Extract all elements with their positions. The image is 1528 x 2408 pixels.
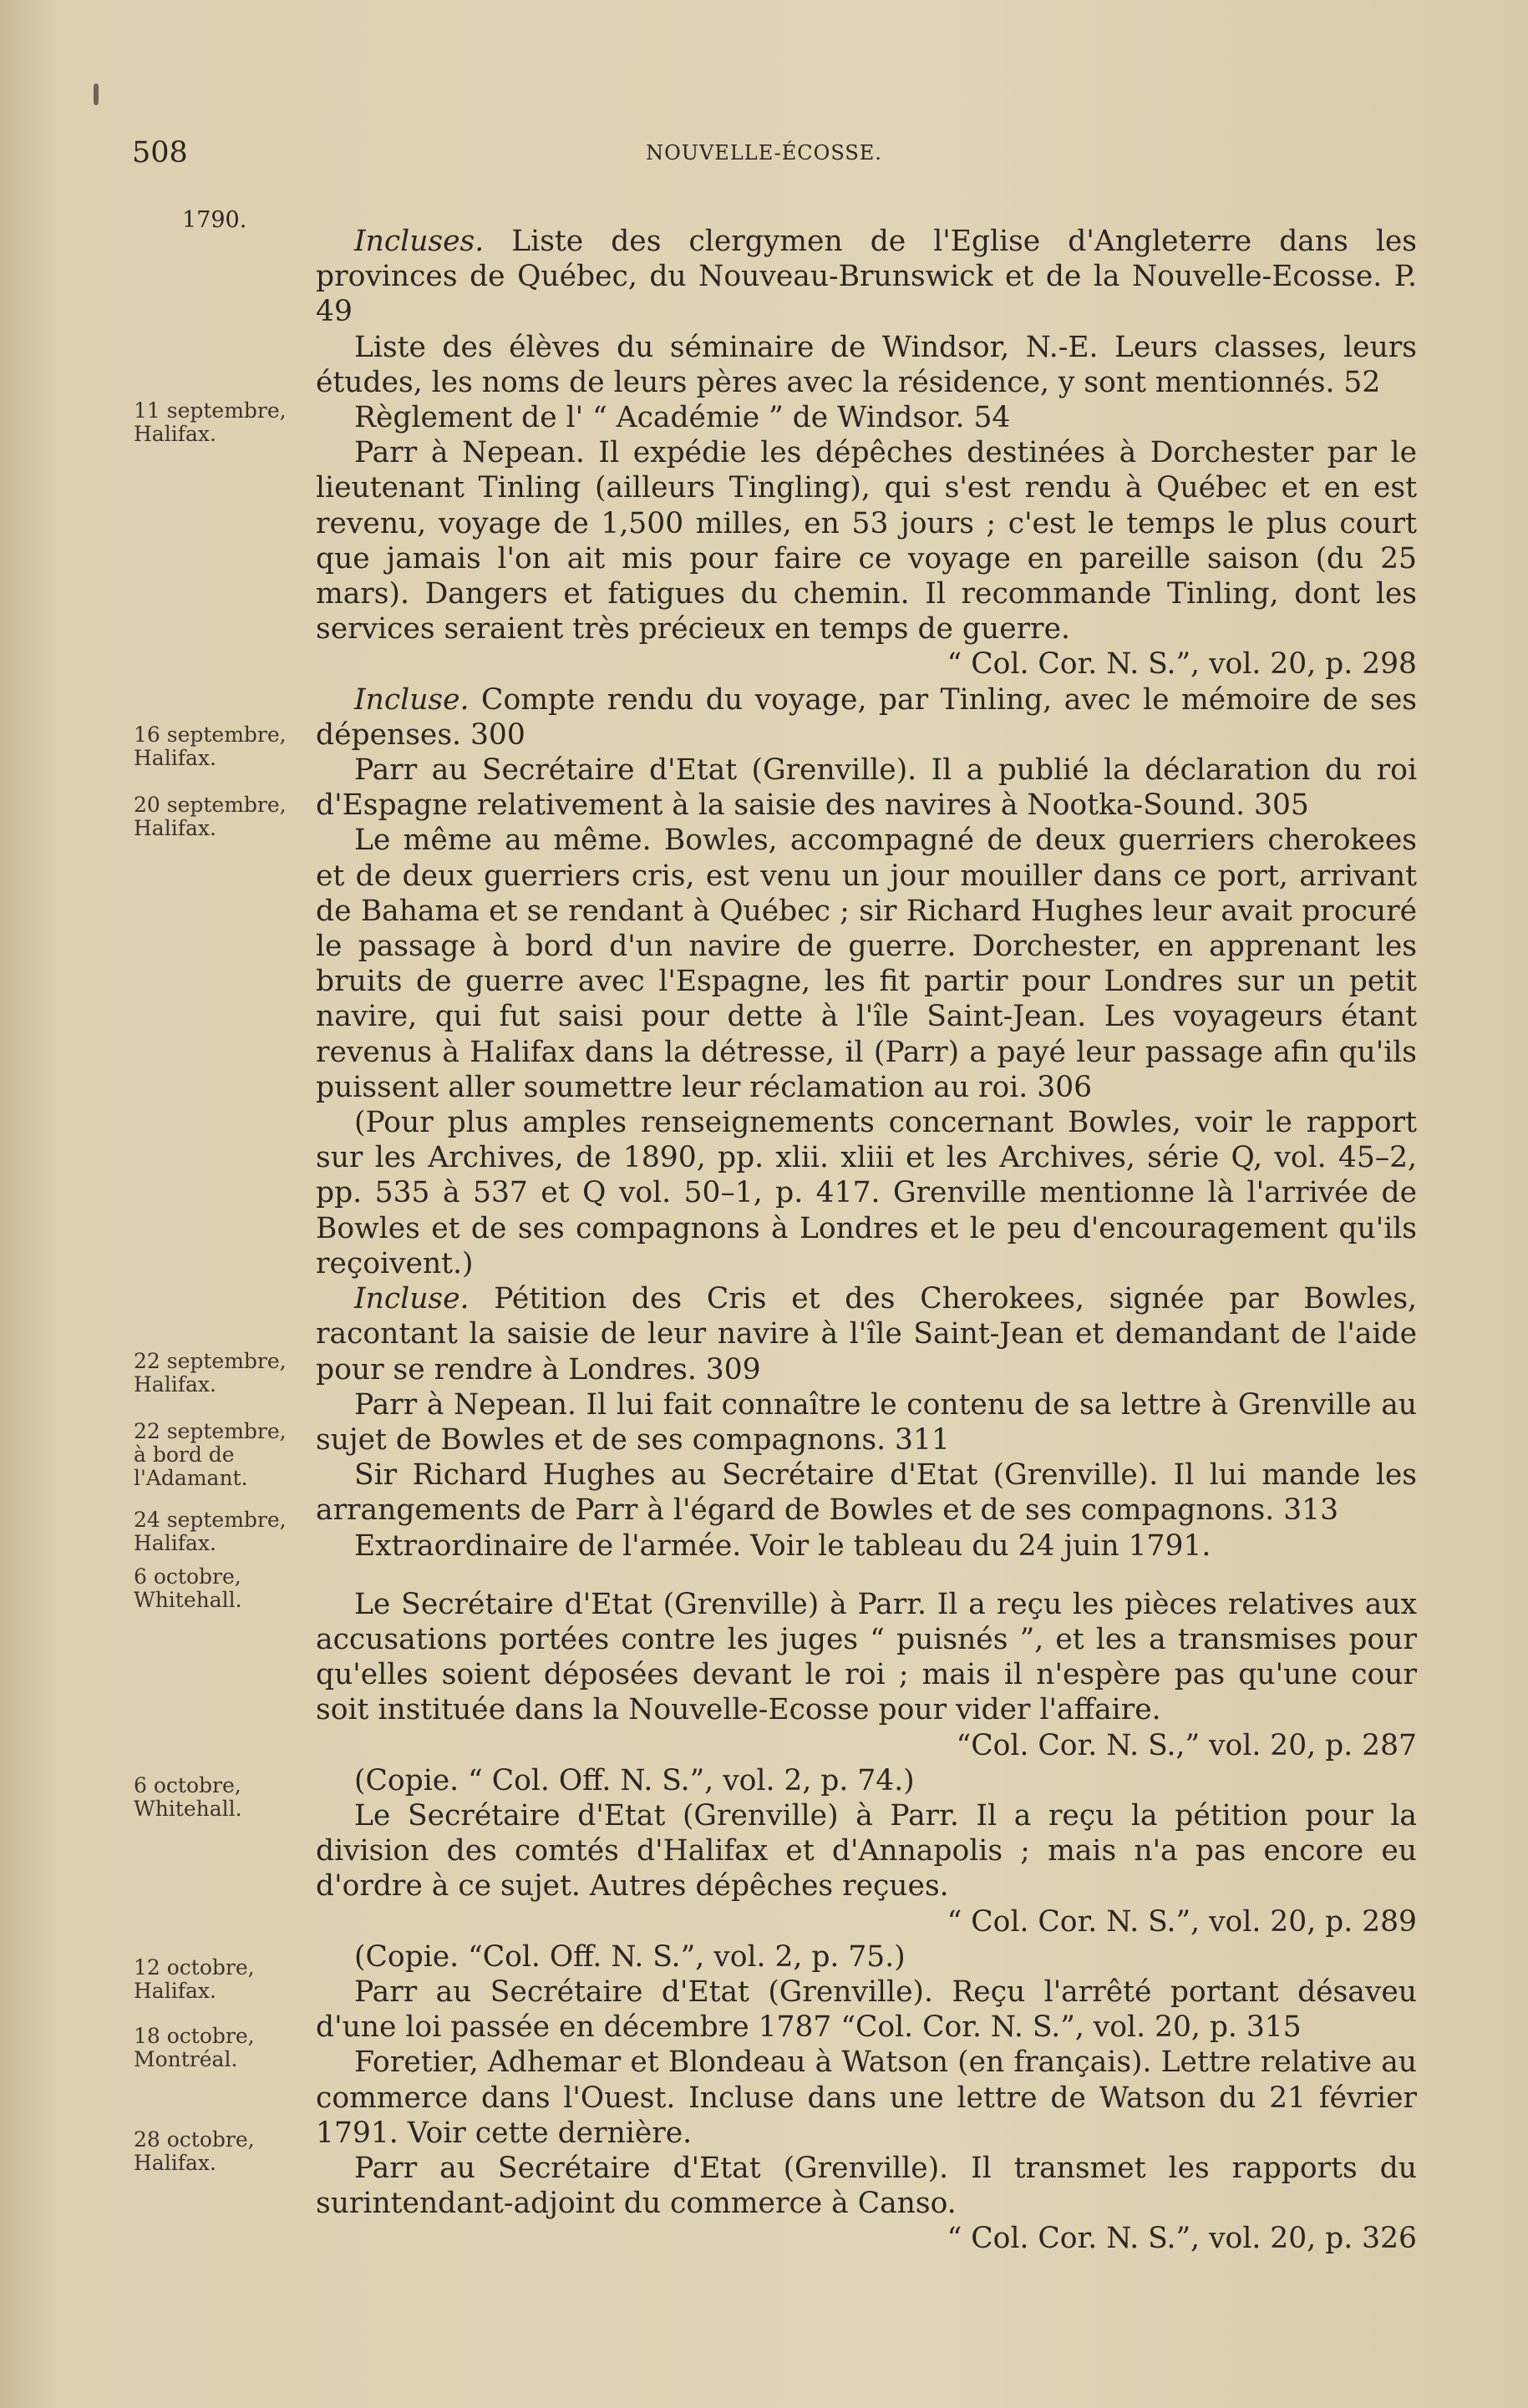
entry-reference — [316, 1728, 1417, 1763]
entry-lead: Incluse. — [354, 1282, 470, 1316]
entry-reference — [316, 646, 1417, 682]
entry-reference — [316, 1904, 1417, 1939]
entry-text: Parr au Secrétaire d'Etat (Grenville). Il transmet les rapports du surintendant-adjoint du commerce à Canso. — [316, 2151, 1417, 2221]
entry — [316, 400, 1417, 435]
entry — [316, 1457, 1417, 1528]
entry — [316, 682, 1417, 753]
entry-text: “ Col. Cor. N. S.”, vol. 20, p. 289 — [947, 1904, 1417, 1939]
entry — [316, 224, 1417, 330]
entry — [316, 1939, 1417, 1975]
entry — [316, 2045, 1417, 2151]
entry — [316, 1281, 1417, 1387]
entry-text: Foretier, Adhemar et Blondeau à Watson (en français). Lettre relative au commerce dans l'Ouest. Incluse dans une lettre de Watson du 21 février 1791. Voir cette dernière. — [316, 2046, 1417, 2150]
entry-text: Parr à Nepean. Il lui fait connaître le contenu de sa lettre à Grenville au sujet de Bowles et de ses compagnons. 311 — [316, 1387, 1417, 1457]
entry-text: Sir Richard Hughes au Secrétaire d'Etat (Grenville). Il lui mande les arrangements de Parr à l'égard de Bowles et de ses compagnons. 313 — [316, 1458, 1417, 1528]
entry-text: Liste des élèves du séminaire de Windsor, N.-E. Leurs classes, leurs études, les noms de leurs pères avec la résidence, y sont mentionnés. 52 — [316, 330, 1417, 399]
entry-text: Règlement de l' “ Académie ” de Windsor. 54 — [354, 401, 1011, 435]
entry — [316, 1387, 1417, 1457]
page-stain — [94, 84, 99, 105]
margin-date: 28 octobre, Halifax. — [134, 2127, 255, 2175]
entry-lead: Incluse. — [354, 682, 470, 717]
entry — [316, 2151, 1417, 2221]
entry — [316, 753, 1417, 823]
entry-text: “Col. Cor. N. S.,” vol. 20, p. 287 — [956, 1728, 1417, 1762]
entry-text: Le Secrétaire d'Etat (Grenville) à Parr. Il a reçu la pétition pour la division des comtés d'Halifax et d'Annapolis ; mais n'a pas encore eu d'ordre à ce sujet. Autres dépêches reçues. — [316, 1798, 1417, 1904]
margin-date: 16 septembre, Halifax. — [134, 722, 287, 770]
margin-date: 20 septembre, Halifax. — [134, 793, 287, 840]
margin-date: 6 octobre, Whitehall. — [134, 1773, 242, 1821]
entry — [316, 1763, 1417, 1798]
margin-date: 22 septembre, Halifax. — [134, 1349, 287, 1397]
entry-text: Le même au même. Bowles, accompagné de deux guerriers cherokees et de deux guerriers cris, est venu un jour mouiller dans ce port, arrivant de Bahama et se rendant à Québec ; sir Richard Hughes leur avait procuré le passage à bord d'un navire de guerre. Dorchester, en apprenant les bruits de guerre avec l'Espagne, les fit partir pour Londres sur un petit navire, qui fut saisi pour dette à l'île Saint-Jean. Les voyageurs étant revenus à Halifax dans la détresse, il (Parr) a payé leur passage afin qu'ils puissent aller soumettre leur réclamation au roi. 306 — [316, 824, 1417, 1104]
entry-text: Parr au Secrétaire d'Etat (Grenville). Reçu l'arrêté portant désaveu d'une loi passée en décembre 1787 “Col. Cor. N. S.”, vol. 20, p. 315 — [316, 1975, 1417, 2045]
entry — [316, 435, 1417, 646]
margin-date: 24 septembre, Halifax. — [134, 1508, 287, 1555]
entry — [316, 1975, 1417, 2045]
entry-text: Parr à Nepean. Il expédie les dépêches destinées à Dorchester par le lieutenant Tinling (ailleurs Tingling), qui s'est rendu à Québec et en est revenu, voyage de 1,500 milles, en 53 jours ; c'est le temps le plus court que jamais l'on ait mis pour faire ce voyage en pareille saison (du 25 mars). Dangers et fatigues du chemin. Il recommande Tinling, dont les services seraient très précieux en temps de guerre. — [316, 436, 1417, 646]
running-title: NOUVELLE-ÉCOSSE. — [646, 141, 882, 165]
year-label: 1790. — [182, 207, 247, 233]
margin-date: 22 septembre, à bord de l'Adamant. — [134, 1419, 287, 1490]
entry-text: Le Secrétaire d'Etat (Grenville) à Parr. Il a reçu les pièces relatives aux accusations portées contre les juges “ puisnés ”, et les a transmises pour qu'elles soient déposées devant le roi ; mais il n'espère pas qu'une cour soit instituée dans la Nouvelle-Ecosse pour vider l'affaire. — [316, 1587, 1417, 1727]
entry-text: Extraordinaire de l'armée. Voir le tableau du 24 juin 1791. — [354, 1528, 1211, 1563]
body-text — [316, 224, 1417, 2257]
entry-text: (Pour plus amples renseignements concernant Bowles, voir le rapport sur les Archives, de 1890, pp. xlii. xliii et les Archives, série Q, vol. 45–2, pp. 535 à 537 et Q vol. 50–1, p. 417. Grenville mentionne là l'arrivée de Bowles et de ses compagnons à Londres et le peu d'encouragement qu'ils reçoivent.) — [316, 1106, 1417, 1280]
entry — [316, 1587, 1417, 1728]
margin-date: 11 septembre, Halifax. — [134, 398, 287, 446]
entry-lead: Incluses. — [354, 225, 485, 258]
entry-text: (Copie. “Col. Off. N. S.”, vol. 2, p. 75.) — [354, 1939, 906, 1974]
entry — [316, 1798, 1417, 1904]
page-header — [0, 136, 1528, 170]
entry — [316, 1105, 1417, 1281]
entry-text: Liste des clergymen de l'Eglise d'Angleterre dans les provinces de Québec, du Nouveau-Brunswick et de la Nouvelle-Ecosse. P. 49 — [316, 225, 1417, 329]
entry-text: Parr au Secrétaire d'Etat (Grenville). Il a publié la déclaration du roi d'Espagne relativement à la saisie des navires à Nootka-Sound. 305 — [316, 753, 1417, 823]
entry-text: Compte rendu du voyage, par Tinling, avec le mémoire de ses dépenses. 300 — [316, 682, 1417, 752]
margin-date: 18 octobre, Montréal. — [134, 2024, 255, 2071]
entry-text: “ Col. Cor. N. S.”, vol. 20, p. 298 — [947, 647, 1417, 682]
entry — [316, 330, 1417, 400]
entry-text: “ Col. Cor. N. S.”, vol. 20, p. 326 — [947, 2222, 1417, 2256]
entry — [316, 823, 1417, 1105]
page-number: 508 — [132, 136, 188, 170]
entry-reference — [316, 2221, 1417, 2256]
margin-date: 12 octobre, Halifax. — [134, 1955, 255, 2003]
entry — [316, 1528, 1417, 1564]
entry-text: Pétition des Cris et des Cherokees, signée par Bowles, racontant la saisie de leur navire à l'île Saint-Jean et demandant de l'aide pour se rendre à Londres. 309 — [316, 1282, 1417, 1387]
margin-date: 6 octobre, Whitehall. — [134, 1564, 242, 1612]
entry-text: (Copie. “ Col. Off. N. S.”, vol. 2, p. 74.) — [354, 1763, 915, 1797]
